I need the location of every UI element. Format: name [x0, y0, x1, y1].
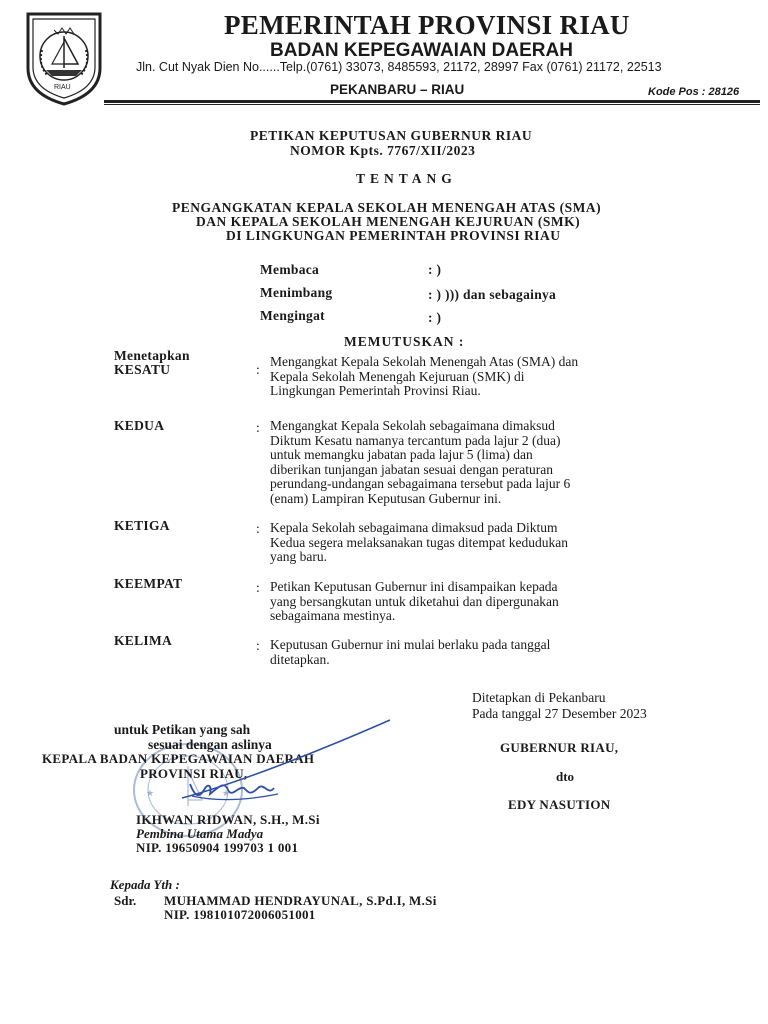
agency-address: Jln. Cut Nyak Dien No......Telp.(0761) 33073, 8485593, 21172, 28997 Fax (0761) 21172, 22513: [136, 60, 662, 74]
dictum-line: ditetapkan.: [270, 651, 330, 667]
consideration-content: : ): [428, 310, 442, 325]
decree-subject-line: DI LINGKUNGAN PEMERINTAH PROVINSI RIAU: [226, 228, 561, 243]
decree-title: PETIKAN KEPUTUSAN GUBERNUR RIAU: [250, 128, 533, 143]
consideration-label: Membaca: [260, 262, 320, 277]
agency-city: PEKANBARU – RIAU: [330, 82, 465, 97]
dictum-line: Petikan Keputusan Gubernur ini disampaikan kepada: [270, 579, 558, 594]
dictum-line: diberikan tunjangan jabatan sesuai dengan peraturan: [270, 461, 554, 477]
consideration-label: Mengingat: [260, 308, 325, 323]
consideration-content: : ): [428, 262, 442, 277]
province-logo: [24, 10, 104, 108]
set-place: Ditetapkan di Pekanbaru: [472, 690, 606, 705]
dictum-text: [270, 355, 702, 399]
logo-caption: RIAU: [54, 84, 71, 91]
decree-subject-line: DAN KEPALA SEKOLAH MENENGAH KEJURUAN (SMK): [196, 214, 581, 229]
dictum-line: Mengangkat Kepala Sekolah Menengah Atas (SMA) dan: [270, 354, 579, 369]
dictum-colon: :: [256, 420, 260, 435]
decree-about: TENTANG: [356, 171, 457, 186]
dictum-label: KEEMPAT: [114, 576, 183, 591]
consideration-content: : ) ))) dan sebagainya: [428, 287, 557, 302]
dictum-colon: :: [256, 580, 260, 595]
certifier-name: IKHWAN RIDWAN, S.H., M.Si: [136, 812, 320, 827]
dictum-line: Kepala Sekolah sebagaimana dimaksud pada Diktum: [270, 520, 558, 535]
dictum-label: KETIGA: [114, 518, 170, 533]
dictum-line: perundang-undangan sebagaimana tersebut pada lajur 6: [270, 476, 571, 491]
dictum-colon: :: [256, 521, 260, 536]
dictum-line: Mengangkat Kepala Sekolah sebagaimana dimaksud: [270, 418, 555, 433]
set-date: Pada tanggal 27 Desember 2023: [472, 706, 647, 721]
recipient-salutation: Sdr.: [114, 893, 137, 908]
postal-code: Kode Pos : 28126: [648, 86, 740, 98]
dictum-text: [270, 419, 702, 506]
dictum-colon: :: [256, 638, 260, 653]
recipient-name: MUHAMMAD HENDRAYUNAL, S.Pd.I, M.Si: [164, 893, 437, 908]
certifier-nip: NIP. 19650904 199703 1 001: [136, 840, 299, 855]
agency-name: BADAN KEPEGAWAIAN DAERAH: [270, 40, 573, 61]
consideration-label: Menimbang: [260, 285, 333, 300]
recipient-nip: NIP. 198101072006051001: [164, 907, 316, 922]
recipient-to: Kepada Yth :: [110, 877, 180, 892]
dictum-text: [270, 638, 702, 667]
signature: [168, 716, 398, 808]
dictum-line: (enam) Lampiran Keputusan Gubernur ini.: [270, 490, 502, 506]
dictum-line: Lingkungan Pemerintah Provinsi Riau.: [270, 383, 481, 398]
letterhead-divider-thin: [104, 104, 760, 105]
dictum-text: [270, 580, 702, 624]
svg-text:★: ★: [222, 788, 231, 798]
certify-line: untuk Petikan yang sah: [114, 722, 251, 737]
dictum-line: yang bersangkutan untuk diketahui dan dipergunakan: [270, 593, 559, 609]
dictum-line: Kepala Sekolah Menengah Kejuruan (SMK) di: [270, 368, 525, 384]
certify-line: sesuai dengan aslinya: [148, 737, 272, 752]
governor-position: GUBERNUR RIAU,: [500, 740, 619, 755]
dictum-label: KELIMA: [114, 633, 173, 648]
certifier-province: PROVINSI RIAU,: [140, 766, 248, 781]
governor-name: EDY NASUTION: [508, 797, 611, 812]
government-title: PEMERINTAH PROVINSI RIAU: [224, 10, 630, 40]
signed-marker: dto: [556, 769, 575, 784]
svg-text:★: ★: [146, 788, 155, 798]
letterhead-divider-thick: [104, 100, 760, 103]
dictum-colon: :: [256, 362, 260, 377]
dictum-line: Keputusan Gubernur ini mulai berlaku pada tanggal: [270, 637, 551, 652]
stipulate-label: Menetapkan: [114, 348, 190, 363]
certifier-position: KEPALA BADAN KEPEGAWAIAN DAERAH: [42, 751, 315, 766]
dictum-line: Diktum Kesatu namanya tercantum pada lajur 2 (dua): [270, 432, 561, 448]
dictum-line: Kedua segera melaksanakan tugas ditempat kedudukan: [270, 534, 569, 550]
dictum-text: [270, 521, 702, 565]
dictum-label: KEDUA: [114, 418, 165, 433]
riau-emblem-icon: [24, 10, 104, 108]
dictum-label: KESATU: [114, 362, 171, 377]
signature-scribble-icon: [168, 716, 398, 808]
dictum-line: yang baru.: [270, 549, 327, 564]
dictum-line: sebagaimana mestinya.: [270, 608, 396, 623]
decree-subject-line: PENGANGKATAN KEPALA SEKOLAH MENENGAH ATAS (SMA): [172, 200, 602, 215]
dictum-line: untuk memangku jabatan pada lajur 5 (lima) dan: [270, 447, 533, 462]
certifier-rank: Pembina Utama Madya: [136, 826, 264, 841]
decide-heading: MEMUTUSKAN :: [344, 334, 465, 349]
decree-number: NOMOR Kpts. 7767/XII/2023: [290, 143, 476, 158]
